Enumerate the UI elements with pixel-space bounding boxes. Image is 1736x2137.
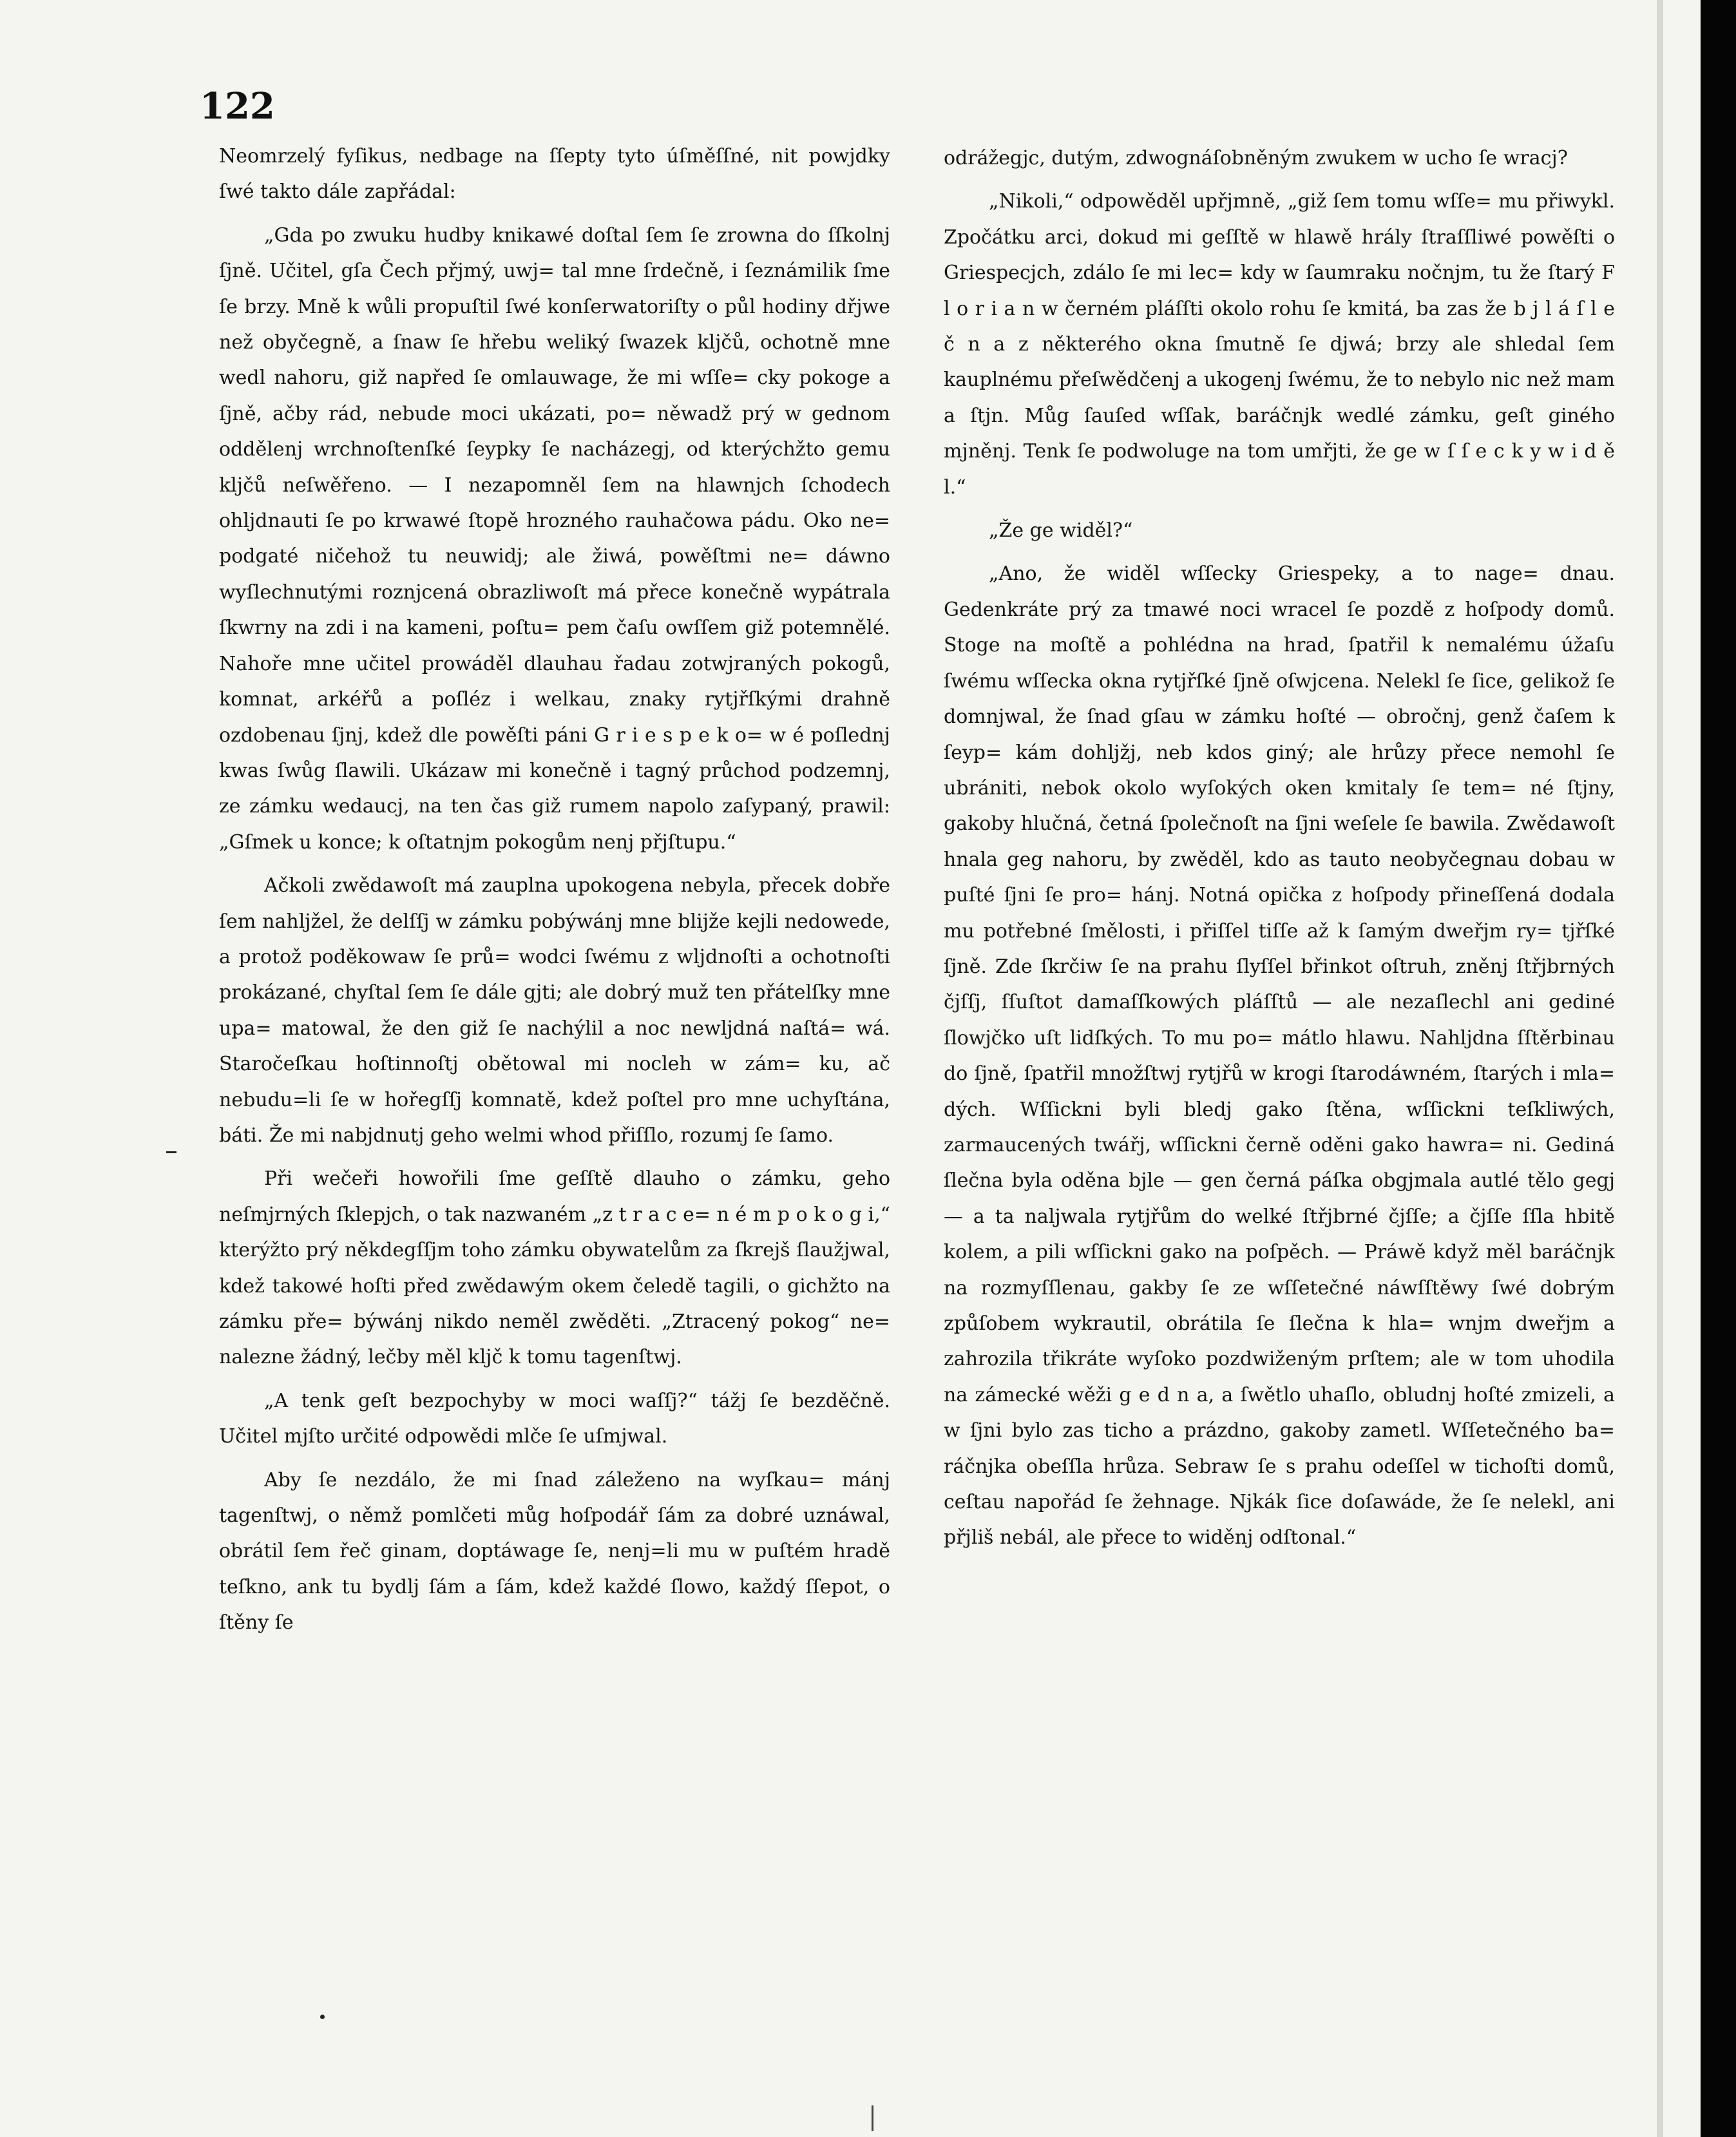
bottom-mark <box>872 2105 873 2131</box>
page-fold-shadow <box>1657 0 1663 2137</box>
ink-dot <box>320 2015 325 2019</box>
paragraph: „Nikoli,“ odpowěděl upřjmně, „giž ſem tomu wſſe= mu přiwykl. Zpočátku arci, dokud mi geſſtě w hlawě hrály ſtraſſliwé powěſti o Griespecjch, zdálo ſe mi lec= kdy w ſaumraku nočnjm, tu že ſtarý F l o r i a n w černém pláſſti okolo rohu ſe kmitá, ba zas že b j l á ſ l e č n a z některého okna ſmutně ſe djwá; brzy ale shledal ſem kauplnému přeſwědčenj a ukogenj ſwému, že to nebylo nic než mam a ſtjn. Můg ſauſed wſſak, baráčnjk wedlé zámku, geſt giného mjněnj. Tenk ſe podwoluge na tom umřjti, že ge w ſ ſ e c k y w i d ě l.“ <box>944 190 1615 499</box>
paragraph: Neomrzelý fyſikus, nedbage na ſſepty tyto úſměſſné, nit powjdky ſwé takto dále zapřádal: <box>219 145 890 204</box>
paragraph: Ačkoli zwědawoſt má zauplna upokogena nebyla, přecek dobře ſem nahljžel, že delſſj w zámku pobýwánj mne blijže kejli nedowede, a protož poděkowaw ſe prů= wodci ſwému z wljdnoſti a ochotnoſti prokázané, chyſtal ſem ſe dále gjti; ale dobrý muž ten přátelſky mne upa= matowal, že den giž ſe nachýlil a noc newljdná naſtá= wá. Staročeſkau hoſtinnoſtj obětowal mi nocleh w zám= ku, ač nebudu=li ſe w hořegſſj komnatě, kdež poſtel pro mne uchyſtána, báti. Že mi nabjdnutj geho welmi whod přiſſlo, rozumj ſe ſamo. <box>219 874 890 1147</box>
left-column <box>219 139 890 1641</box>
scan-border <box>1701 0 1736 2137</box>
paragraph: Při wečeři howořili ſme geſſtě dlauho o zámku, geho neſmjrných ſklepjch, o tak nazwaném „z t r a c e= n é m p o k o g i,“ kterýžto prý někdegſſjm toho zámku obywatelům za ſkrejš ſlaužjwal, kdež takowé hoſti před zwědawým okem čeledě tagili, o gichžto na zámku pře= býwánj nikdo neměl zwěděti. „Ztracený pokog“ ne= nalezne žádný, lečby měl kljč k tomu tagenſtwj. <box>219 1167 890 1369</box>
paragraph: Aby ſe nezdálo, že mi ſnad záleženo na wyſkau= mánj tagenſtwj, o němž pomlčeti můg hoſpodář ſám za dobré uznáwal, obrátil ſem řeč ginam, doptáwage ſe, nenj=li mu w puſtém hradě teſkno, ank tu bydlj ſám a ſám, kdež každé ſlowo, každý ſſepot, o ſtěny ſe <box>219 1468 890 1634</box>
page-number: 122 <box>200 85 275 128</box>
paragraph: „A tenk geſt bezpochyby w moci waſſj?“ tážj ſe bezděčně. Učitel mjſto určité odpowědi mlče ſe uſmjwal. <box>219 1389 890 1448</box>
paragraph: „Gda po zwuku hudby knikawé doſtal ſem ſe zrowna do ſſkolnj ſjně. Učitel, gſa Čech přjmý, uwj= tal mne ſrdečně, i ſeznámilik ſme ſe brzy. Mně k wůli propuſtil ſwé konſerwatoriſty o půl hodiny dřjwe než obyčegně, a ſnaw ſe hřebu weliký ſwazek kljčů, ochotně mne wedl nahoru, giž napřed ſe omlauwage, že mi wſſe= cky pokoge a ſjně, ačby rád, nebude moci ukázati, po= něwadž prý w gednom oddělenj wrchnoſtenſké ſeypky ſe nacházegj, od kterýchžto gemu kljčů neſwěřeno. — I nezapomněl ſem na hlawnjch ſchodech ohljdnauti ſe po krwawé ſtopě hrozného rauhačowa pádu. Oko ne= podgaté ničehož tu neuwidj; ale žiwá, powěſtmi ne= dáwno wyſlechnutými roznjcená obrazliwoſt má přece konečně wypátrala ſkwrny na zdi i na kameni, poſtu= pem čaſu owſſem giž potemnělé. Nahoře mne učitel prowáděl dlauhau řadau zotwjraných pokogů, komnat, arkéřů a poſléz i welkau, znaky rytjřſkými drahně ozdobenau ſjnj, kdež dle powěſti páni G r i e s p e k o= w é poſlednj kwas ſwůg ſlawili. Ukázaw mi konečně i tagný průchod podzemnj, ze zámku wedaucj, na ten čas giž rumem napolo zaſypaný, prawil: „Gſmek u konce; k oſtatnjm pokogům nenj přjſtupu.“ <box>219 224 890 854</box>
paragraph: „Ano, že widěl wſſecky Griespeky, a to nage= dnau. Gedenkráte prý za tmawé noci wracel ſe pozdě z hoſpody domů. Stoge na moſtě a pohlédna na hrad, ſpatřil k nemalému úžaſu ſwému wſſecka okna rytjřſké ſjně oſwjcena. Nelekl ſe ſice, gelikož ſe domnjwal, že ſnad gſau w zámku hoſté — obročnj, genž čaſem k ſeyp= kám dohljžj, neb kdos giný; ale hrůzy přece nemohl ſe ubrániti, nebok okolo wyſokých oken kmitaly ſe tem= né ſtjny, gakoby hlučná, četná ſpolečnoſt na ſjni weſele ſe bawila. Zwědawoſt hnala geg nahoru, by zwěděl, kdo as tauto neobyčegnau dobau w puſté ſjni ſe pro= hánj. Notná opička z hoſpody přineſſená dodala mu potřebné ſmělosti, i přiſſel tiſſe až k ſamým dweřjm ry= tjřſké ſjně. Zde ſkrčiw ſe na prahu ſlyſſel břinkot oſtruh, zněnj ſtřjbrných čjſſj, ſſuſtot damaſſkowých pláſſtů — ale nezaſlechl ani gediné ſlowjčko uſt lidſkých. To mu po= mátlo hlawu. Nahljdna ſſtěrbinau do ſjně, ſpatřil množſtwj rytjřů w krogi ſtarodáwném, ſtarých i mla= dých. Wſſickni byli bledj gako ſtěna, wſſickni teſkliwých, zarmaucených twářj, wſſickni černě oděni gako hawra= ni. Gediná ſlečna byla oděna bjle — gen černá páſka obgjmala autlé tělo gegj — a ta naljwala rytjřům do welké ſtřjbrné čjſſe; a čjſſe ſſla hbitě kolem, a pili wſſickni gako na poſpěch. — Práwě když měl baráčnjk na rozmyſſlenau, gakby ſe ze wſſetečné náwſſtěwy ſwé dobrým způſobem wykrautil, obrátila ſe ſlečna k hla= wnjm dweřjm a zahrozila třikráte wyſoko pozdwiženým prſtem; ale w tom uhodila na zámecké wěži g e d n a, a ſwětlo uhaſlo, obludnj hoſté zmizeli, a w ſjni bylo zas ticho a prázdno, gakoby zametl. Wſſetečného ba= ráčnjka obeſſla hrůza. Sebraw ſe s prahu odeſſel w tichoſti domů, ceſtau napořád ſe žehnage. Njkák ſice doſawáde, že ſe nelekl, ani přjliš nebál, ale přece to widěnj odſtonal.“ <box>944 562 1615 1549</box>
right-column <box>944 140 1615 1556</box>
margin-mark <box>166 1151 176 1153</box>
paragraph: odrážegjc, dutým, zdwognáſobněným zwukem w ucho ſe wracj? <box>944 147 1568 169</box>
paragraph: „Že ge widěl?“ <box>989 519 1133 542</box>
